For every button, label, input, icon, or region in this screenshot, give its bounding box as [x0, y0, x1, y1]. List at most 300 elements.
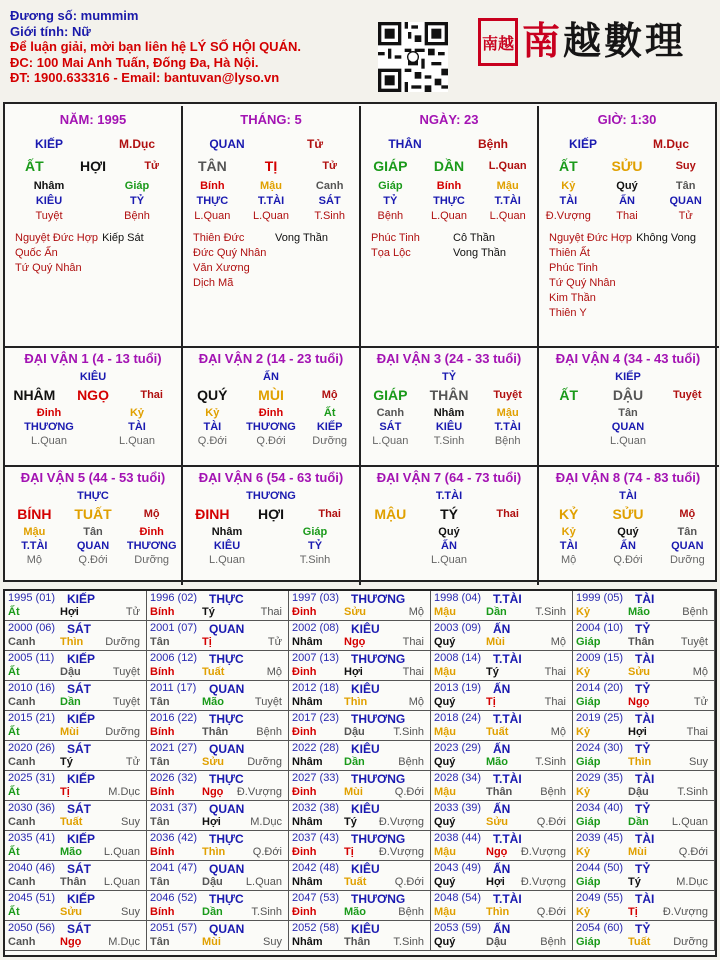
year-cell: [573, 801, 715, 831]
hidden-life-stage: L.Quan: [372, 435, 409, 447]
year-life-stage: Đ.Vượng: [662, 906, 708, 918]
year-branch: Dậu: [486, 936, 507, 948]
year-cell: [573, 831, 715, 861]
hidden-ten-god: THƯƠNG: [24, 421, 74, 433]
year-stem: Tân: [150, 816, 170, 828]
stem-ten-god: TÀI: [619, 490, 637, 502]
pillar-column: [361, 106, 539, 346]
year-cell: [573, 861, 715, 891]
hidden-life-stage: L.Quan: [208, 554, 246, 566]
year-ten-god: THƯƠNG: [351, 592, 406, 606]
year-stem: Kỷ: [576, 786, 591, 798]
year-branch: Thân: [60, 876, 87, 888]
hidden-life-stage: L.Quan: [430, 209, 468, 222]
year-label: 2031 (37): [150, 802, 198, 814]
star-name: Không Vong: [636, 232, 697, 244]
year-label: 2012 (18): [292, 682, 340, 694]
hidden-ten-god: SÁT: [379, 421, 402, 433]
year-ten-god: THƯƠNG: [351, 892, 406, 906]
hidden-stems-row: [5, 178, 181, 193]
year-life-stage: Suy: [121, 816, 140, 828]
earthly-branch: HỢI: [80, 158, 106, 174]
year-branch: Mão: [60, 846, 82, 858]
hidden-stem: Giáp: [124, 179, 150, 192]
year-stem: Nhâm: [292, 816, 323, 828]
year-life-stage: Q.Đới: [394, 876, 424, 888]
year-life-stage: Suy: [121, 906, 140, 918]
year-label: 2036 (42): [150, 832, 198, 844]
year-ten-god: THỰC: [209, 892, 244, 906]
hidden-life-stage: Q.Đới: [78, 554, 108, 566]
year-label: 2033 (39): [434, 802, 482, 814]
year-branch: Hợi: [628, 726, 647, 738]
hidden-ten-god: TÀI: [559, 194, 578, 207]
year-life-stage: M.Dục: [250, 816, 282, 828]
year-life-stage: T.Sinh: [393, 936, 424, 948]
year-life-stage: T.Sinh: [251, 906, 282, 918]
branch-life-stage: Mộ: [321, 389, 338, 401]
pillar-life-stage: M.Dục: [653, 137, 689, 151]
year-life-stage: T.Sinh: [393, 726, 424, 738]
branch-life-stage: Tuyệt: [673, 389, 702, 401]
year-life-stage: Thai: [686, 726, 708, 738]
year-branch: Tý: [60, 756, 73, 768]
year-branch: Tuất: [628, 936, 651, 948]
stem-ten-god: KIẾP: [615, 371, 641, 383]
year-stem: Bính: [150, 786, 175, 798]
year-stem: Đinh: [292, 846, 317, 858]
year-life-stage: Tuyệt: [254, 696, 282, 708]
year-ten-god: KIÊU: [351, 922, 380, 936]
year-stem: Nhâm: [292, 936, 323, 948]
year-label: 2037 (43): [292, 832, 340, 844]
year-branch: Ngọ: [202, 786, 224, 798]
hidden-stem: Bính: [436, 179, 462, 192]
year-label: 2014 (20): [576, 682, 624, 694]
hidden-life-stage: Q.Đới: [256, 435, 286, 447]
hidden-stem: Đinh: [258, 407, 284, 419]
year-cell: [573, 891, 715, 921]
hidden-ten-god: THƯƠNG: [126, 540, 177, 552]
star-name: Nguyệt Đức Hợp: [549, 232, 633, 244]
year-ten-god: ẤN: [493, 802, 511, 816]
hidden-gods-row: [539, 420, 717, 434]
hidden-stem: Nhâm: [33, 179, 65, 192]
luck-pillar: [5, 467, 183, 585]
hidden-life-row: [539, 434, 717, 448]
year-life-stage: M.Dục: [108, 936, 140, 948]
year-stem: Mậu: [434, 786, 456, 798]
pillar-stem-branch-row: [5, 154, 181, 178]
year-branch: Hợi: [202, 816, 221, 828]
branch-life-stage: Thai: [140, 389, 163, 401]
year-stem: Canh: [8, 756, 36, 768]
year-life-stage: L.Quan: [103, 876, 140, 888]
year-branch: Dậu: [628, 786, 649, 798]
year-label: 2019 (25): [576, 712, 624, 724]
year-cell: [289, 831, 431, 861]
year-branch: Mùi: [486, 636, 505, 648]
year-life-stage: Tuyệt: [112, 666, 140, 678]
branch-life-stage: Mộ: [679, 508, 696, 520]
hidden-stem: Kỷ: [561, 179, 576, 192]
branch-life-stage: Thai: [496, 508, 519, 520]
hidden-ten-god: ẤN: [620, 540, 636, 552]
luck-pillar: [5, 348, 183, 466]
year-stem: Tân: [150, 936, 170, 948]
hidden-stem: Quý: [438, 526, 460, 538]
year-ten-god: SÁT: [67, 802, 91, 816]
hidden-life-stage: L.Quan: [194, 209, 231, 222]
year-branch: Sửu: [628, 666, 651, 678]
hidden-gods-row: [5, 420, 181, 434]
year-cell: [5, 681, 147, 711]
year-label: 2016 (22): [150, 712, 198, 724]
stem-ten-god: ẤN: [263, 371, 279, 383]
year-life-stage: Mộ: [408, 696, 424, 708]
year-label: 2047 (53): [292, 892, 340, 904]
year-branch: Tý: [486, 666, 499, 678]
hidden-stems-row: [361, 178, 537, 193]
year-cell: [5, 861, 147, 891]
year-label: 2015 (21): [8, 712, 56, 724]
year-branch: Dần: [344, 756, 365, 768]
year-cell: [289, 771, 431, 801]
year-life-stage: Q.Đới: [536, 906, 566, 918]
year-cell: [289, 741, 431, 771]
year-life-stage: Q.Đới: [394, 786, 424, 798]
luck-pillar: [183, 467, 361, 585]
year-label: 2028 (34): [434, 772, 482, 784]
year-cell: [431, 861, 573, 891]
year-ten-god: TÀI: [635, 772, 655, 786]
hidden-ten-god: T.TÀI: [494, 421, 521, 433]
year-stem: Kỷ: [576, 846, 591, 858]
year-stem: Giáp: [576, 936, 601, 948]
year-ten-god: KIÊU: [351, 622, 380, 636]
branch-life-stage: Suy: [675, 160, 696, 172]
year-ten-god: KIÊU: [351, 742, 380, 756]
year-cell: [147, 711, 289, 741]
symbolic-stars: [183, 231, 359, 291]
year-label: 2011 (17): [150, 682, 197, 694]
branch-life-stage: Thai: [318, 508, 341, 520]
hidden-life-stage: Dưỡng: [669, 554, 705, 566]
year-branch: Tị: [60, 786, 70, 798]
stem-ten-god: THÂN: [388, 137, 422, 151]
year-ten-god: T.TÀI: [493, 592, 522, 606]
year-ten-god: THỰC: [209, 652, 244, 666]
year-cell: [5, 891, 147, 921]
year-cell: [147, 621, 289, 651]
earthly-branch: SỬU: [612, 506, 644, 522]
year-label: 1995 (01): [8, 592, 56, 604]
year-stem: Kỷ: [576, 606, 591, 618]
year-ten-god: THỰC: [209, 832, 244, 846]
year-cell: [431, 921, 573, 951]
hidden-stem: Tân: [618, 407, 638, 419]
year-stem: Quý: [434, 816, 456, 828]
year-stem: Kỷ: [576, 906, 591, 918]
year-branch: Thân: [486, 786, 513, 798]
year-branch: Thìn: [486, 906, 510, 918]
luck-pillar: [539, 467, 717, 585]
year-ten-god: TÀI: [635, 592, 655, 606]
hidden-ten-god: KIÊU: [213, 540, 241, 552]
hidden-gods-row: [183, 539, 359, 553]
year-ten-god: KIÊU: [351, 862, 380, 876]
hidden-stem: Giáp: [302, 526, 328, 538]
hidden-life-stage: Tử: [678, 209, 693, 222]
pillar-stem-branch-row: [539, 154, 715, 178]
year-branch: Tị: [202, 636, 212, 648]
year-label: 2018 (24): [434, 712, 482, 724]
year-life-stage: Thai: [260, 606, 282, 618]
hidden-life-stage: L.Quan: [489, 209, 526, 222]
year-label: 2041 (47): [150, 862, 198, 874]
pillar-title: GIỜ: 1:30: [597, 112, 657, 127]
pillar-life-stage: Bệnh: [478, 137, 508, 151]
year-branch: Thân: [202, 726, 229, 738]
year-life-stage: Tử: [125, 756, 140, 768]
star-name: [275, 276, 353, 291]
year-stem: Đinh: [292, 906, 317, 918]
luck-stem-god: [183, 489, 359, 503]
hidden-life-row: [183, 208, 359, 223]
year-ten-god: THỰC: [209, 772, 244, 786]
year-label: 2035 (41): [8, 832, 56, 844]
year-life-stage: Thai: [544, 696, 566, 708]
hidden-life-stage: Dưỡng: [134, 554, 170, 566]
luck-stem-branch: [183, 503, 359, 525]
year-cell: [431, 801, 573, 831]
hidden-gods-row: [539, 193, 715, 208]
year-stem: Mậu: [434, 606, 456, 618]
year-cell: [147, 861, 289, 891]
hidden-life-stage: Q.Đới: [613, 554, 643, 566]
year-label: 2020 (26): [8, 742, 56, 754]
star-name: Phúc Tinh: [549, 262, 598, 274]
luck-stem-branch: [361, 503, 537, 525]
contact-note: Để luận giải, mời bạn liên hệ LÝ SỐ HỘI QUÁN.: [10, 39, 301, 54]
hidden-life-stage: L.Quan: [118, 435, 156, 447]
year-life-stage: Tuyệt: [680, 636, 708, 648]
year-cell: [5, 591, 147, 621]
year-cell: [573, 741, 715, 771]
hidden-ten-god: QUAN: [76, 540, 110, 552]
hidden-stem: Ất: [323, 407, 336, 419]
year-branch: Sửu: [202, 756, 225, 768]
year-life-stage: Q.Đới: [252, 846, 282, 858]
year-label: 2049 (55): [576, 892, 624, 904]
hidden-life-stage: L.Quan: [30, 435, 68, 447]
star-name: Vong Thần: [275, 232, 329, 244]
year-label: 2026 (32): [150, 772, 198, 784]
year-ten-god: TỶ: [635, 622, 651, 636]
hidden-ten-god: TÀI: [203, 421, 222, 433]
contact-phone-email: ĐT: 1900.633316 - Email: bantuvan@lyso.vn: [10, 70, 280, 85]
year-label: 2027 (33): [292, 772, 340, 784]
year-label: 2021 (27): [150, 742, 198, 754]
year-ten-god: THƯƠNG: [351, 712, 406, 726]
pillar-title: NĂM: 1995: [59, 112, 127, 127]
hidden-stem: Đinh: [36, 407, 62, 419]
star-name: [102, 261, 175, 276]
stem-ten-god: KIÊU: [79, 371, 107, 383]
year-branch: Tị: [486, 696, 496, 708]
year-cell: [147, 771, 289, 801]
year-label: 2004 (10): [576, 622, 624, 634]
year-ten-god: KIẾP: [67, 712, 96, 726]
year-stem: Ất: [8, 606, 20, 618]
year-ten-god: SÁT: [67, 922, 91, 936]
year-label: 2054 (60): [576, 922, 624, 934]
star-name: Đức Quý Nhân: [193, 247, 267, 259]
year-cell: [573, 711, 715, 741]
heavenly-stem: KỶ: [558, 506, 579, 522]
hidden-life-stage: Bệnh: [494, 435, 521, 447]
year-label: 2001 (07): [150, 622, 198, 634]
stem-ten-god: KIẾP: [568, 137, 597, 151]
branch-life-stage: Tử: [144, 160, 160, 172]
bazi-chart: [3, 102, 717, 582]
year-life-stage: L.Quan: [671, 816, 708, 828]
star-name: Thiên Đức: [193, 232, 245, 244]
year-branch: Dần: [60, 696, 81, 708]
year-branch: Dần: [628, 816, 649, 828]
year-branch: Tý: [344, 816, 357, 828]
earthly-branch: THÂN: [429, 387, 469, 403]
hidden-ten-god: T.TÀI: [494, 194, 521, 207]
year-cell: [431, 891, 573, 921]
luck-title: ĐẠI VẬN 4 (34 - 43 tuổi): [555, 351, 701, 366]
hidden-life-stage: Thai: [616, 209, 638, 222]
year-branch: Hợi: [486, 876, 505, 888]
hidden-stems-row: [5, 406, 181, 420]
year-stem: Kỷ: [576, 726, 591, 738]
hidden-stem: Quý: [616, 179, 638, 192]
hidden-stem: Canh: [315, 179, 344, 192]
hidden-ten-god: ẤN: [441, 540, 457, 552]
contact-address: ĐC: 100 Mai Anh Tuấn, Đống Đa, Hà Nội.: [10, 54, 259, 70]
year-cell: [431, 621, 573, 651]
hidden-ten-god: T.TÀI: [21, 540, 48, 552]
year-life-stage: Dưỡng: [247, 756, 282, 768]
hidden-ten-god: KIÊU: [435, 421, 463, 433]
year-label: 2045 (51): [8, 892, 56, 904]
year-stem: Canh: [8, 876, 36, 888]
heavenly-stem: ẤT: [25, 158, 44, 174]
star-name: [636, 306, 709, 321]
year-stem: Canh: [8, 936, 36, 948]
year-stem: Tân: [150, 636, 170, 648]
luck-stem-god: [361, 370, 537, 384]
year-life-stage: Tử: [693, 696, 708, 708]
year-life-stage: Bệnh: [256, 726, 282, 738]
star-name: [636, 291, 709, 306]
year-cell: [147, 681, 289, 711]
year-cell: [289, 801, 431, 831]
year-cell: [289, 651, 431, 681]
owner-gender: Giới tính: Nữ: [10, 23, 91, 39]
year-stem: Đinh: [292, 666, 317, 678]
year-cell: [147, 831, 289, 861]
year-ten-god: KIÊU: [351, 802, 380, 816]
hidden-stem: Mậu: [496, 179, 519, 192]
year-life-stage: Bệnh: [398, 756, 424, 768]
star-name: Nguyệt Đức Hợp: [15, 232, 99, 244]
year-branch: Tuất: [344, 876, 367, 888]
year-stem: Bính: [150, 726, 175, 738]
year-life-stage: Bệnh: [682, 606, 708, 618]
year-cell: [5, 741, 147, 771]
luck-stem-branch: [361, 384, 537, 406]
year-life-stage: Dưỡng: [105, 726, 140, 738]
year-ten-god: TÀI: [635, 892, 655, 906]
hidden-stems-row: [5, 525, 181, 539]
hidden-ten-god: TỶ: [383, 194, 398, 207]
year-ten-god: SÁT: [67, 682, 91, 696]
year-branch: Mùi: [344, 786, 363, 798]
hidden-life-row: [539, 208, 715, 223]
earthly-branch: TUẤT: [74, 506, 112, 522]
luck-pillar: [183, 348, 361, 466]
luck-stem-god: [183, 370, 359, 384]
luck-stem-god: [5, 489, 181, 503]
hidden-stems-row: [361, 406, 537, 420]
year-branch: Tuất: [60, 816, 83, 828]
hidden-ten-god: THỰC: [196, 194, 229, 207]
year-label: 2032 (38): [292, 802, 340, 814]
hidden-stem: Đinh: [139, 526, 164, 538]
year-ten-god: T.TÀI: [493, 652, 522, 666]
year-life-stage: Đ.Vượng: [236, 786, 282, 798]
year-stem: Giáp: [576, 816, 601, 828]
star-name: Thiên Y: [549, 307, 587, 319]
year-label: 2022 (28): [292, 742, 340, 754]
brand-logo: 南越數理: [522, 18, 687, 63]
year-ten-god: QUAN: [209, 862, 245, 876]
year-cell: [573, 651, 715, 681]
hidden-stem: Mậu: [23, 526, 46, 538]
hidden-stems-row: [539, 406, 717, 420]
year-ten-god: TỶ: [635, 742, 651, 756]
year-stem: Đinh: [292, 786, 317, 798]
star-name: Vong Thần: [453, 247, 507, 259]
year-stem: Nhâm: [292, 756, 323, 768]
year-label: 2034 (40): [576, 802, 624, 814]
year-cell: [289, 681, 431, 711]
year-ten-god: QUAN: [209, 802, 245, 816]
year-label: 2030 (36): [8, 802, 56, 814]
star-name: Tứ Quý Nhân: [15, 262, 82, 274]
luck-stem-branch: [5, 503, 181, 525]
year-ten-god: THƯƠNG: [351, 652, 406, 666]
hidden-life-row: [539, 553, 717, 567]
year-label: 2043 (49): [434, 862, 482, 874]
year-label: 2025 (31): [8, 772, 56, 784]
year-label: 2029 (35): [576, 772, 624, 784]
year-ten-god: TỶ: [635, 862, 651, 876]
year-ten-god: SÁT: [67, 742, 91, 756]
pillar-top-row: [539, 134, 715, 154]
hidden-life-stage: T.Sinh: [314, 209, 345, 222]
year-cell: [289, 711, 431, 741]
hidden-ten-god: THỰC: [433, 194, 465, 207]
luck-stem-god: [5, 370, 181, 384]
year-cell: [5, 621, 147, 651]
year-ten-god: TÀI: [635, 712, 655, 726]
